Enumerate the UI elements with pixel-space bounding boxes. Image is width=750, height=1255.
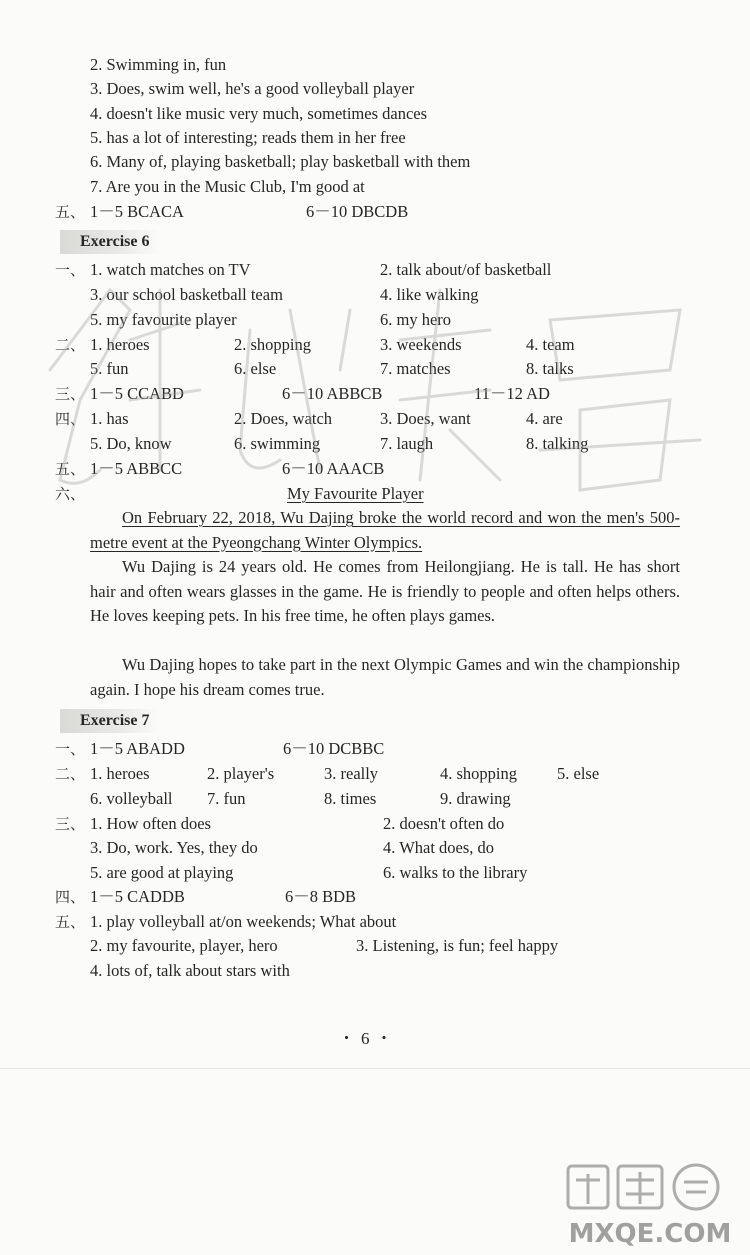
essay-paragraph: On February 22, 2018, Wu Dajing broke the world record and won the men's 500-metre event at the Pyeongchang Winter Olympics. [90, 508, 680, 552]
answer-item: 4. lots of, talk about stars with [90, 961, 290, 980]
answer-line: 3. Does, swim well, he's a good volleyball player [90, 79, 415, 98]
answer-item: 1. play volleyball at/on weekends; What about [90, 912, 397, 931]
answer-item: 2. talk about/of basketball [380, 260, 552, 279]
exercise-heading: Exercise 6 [60, 230, 159, 254]
answer-item: 4. What does, do [383, 838, 495, 857]
answer-item: 1. How often does [90, 814, 211, 833]
answer-item: 6. my hero [380, 310, 452, 329]
answer-item: 2. player's [207, 764, 275, 783]
answer-item: 2. doesn't often do [383, 814, 505, 833]
answer-range: 6－8 BDB [285, 887, 357, 906]
answer-item: 1. heroes [90, 764, 150, 783]
answer-item: 7. laugh [380, 434, 434, 453]
answer-range: 6－10 ABBCB [282, 384, 383, 403]
answer-item: 4. team [526, 335, 575, 354]
answer-item: 6. swimming [234, 434, 321, 453]
answer-range: 1－5 CCABD [90, 384, 184, 403]
answer-item: 5. my favourite player [90, 310, 237, 329]
section-label: 三、 [55, 815, 86, 833]
answer-item: 3. Listening, is fun; feel happy [356, 936, 559, 955]
answer-range: 1－5 ABBCC [90, 459, 183, 478]
answer-item: 7. matches [380, 359, 451, 378]
section-label: 四、 [55, 410, 86, 428]
answer-line: 7. Are you in the Music Club, I'm good at [90, 177, 365, 196]
answer-line: 2. Swimming in, fun [90, 55, 227, 74]
answer-item: 6. volleyball [90, 789, 173, 808]
essay-paragraph: Wu Dajing hopes to take part in the next Olympic Games and win the championship again. I hope his dream comes true. [90, 655, 680, 699]
essay-title: My Favourite Player [287, 484, 424, 503]
answer-line: 6. Many of, playing basketball; play basketball with them [90, 152, 471, 171]
answer-item: 5. are good at playing [90, 863, 234, 882]
page-number: ・6・ [338, 1029, 399, 1048]
section-label: 二、 [55, 336, 86, 354]
section-label: 二、 [55, 765, 86, 783]
section-label: 一、 [55, 261, 86, 279]
answer-item: 6. walks to the library [383, 863, 528, 882]
answer-item: 3. weekends [380, 335, 462, 354]
section-label: 三、 [55, 385, 86, 403]
essay-paragraph: Wu Dajing is 24 years old. He comes from Heilongjiang. He is tall. He has short hair and often wears glasses in the game. He is friendly to people and often helps others. He loves keeping pets. In his free time, he often plays games. [90, 557, 680, 625]
site-logo-text: MXQE.COM [568, 1219, 732, 1249]
answer-item: 9. drawing [440, 789, 511, 808]
section-label: 五、 [55, 203, 86, 221]
answer-item: 8. talking [526, 434, 589, 453]
answer-item: 2. my favourite, player, hero [90, 936, 278, 955]
answer-range: 1－5 ABADD [90, 739, 185, 758]
answer-item: 2. Does, watch [234, 409, 333, 428]
exercise-heading: Exercise 7 [60, 709, 159, 733]
answer-item: 7. fun [207, 789, 246, 808]
section-label: 四、 [55, 888, 86, 906]
answer-range: 11－12 AD [474, 384, 550, 403]
answer-range: 6－10 AAACB [282, 459, 385, 478]
answer-item: 4. are [526, 409, 563, 428]
answer-item: 5. else [557, 764, 600, 783]
answer-item: 2. shopping [234, 335, 312, 354]
answer-item: 1. has [90, 409, 129, 428]
answer-range: 1－5 CADDB [90, 887, 185, 906]
section-label: 六、 [55, 485, 86, 503]
section-label: 五、 [55, 913, 86, 931]
section-label: 五、 [55, 460, 86, 478]
answer-item: 1. heroes [90, 335, 150, 354]
answer-item: 4. shopping [440, 764, 518, 783]
answer-item: 8. times [324, 789, 377, 808]
site-logo [560, 1160, 740, 1252]
answer-item: 3. Does, want [380, 409, 471, 428]
answer-range: 6－10 DCBBC [283, 739, 385, 758]
answer-item: 5. Do, know [90, 434, 172, 453]
section-label: 一、 [55, 740, 86, 758]
answer-line: 5. has a lot of interesting; reads them in her free [90, 128, 406, 147]
answer-item: 3. Do, work. Yes, they do [90, 838, 258, 857]
answer-item: 1. watch matches on TV [90, 260, 251, 279]
answer-item: 3. really [324, 764, 379, 783]
answer-item: 5. fun [90, 359, 129, 378]
scan-line [0, 1068, 750, 1069]
answer-item: 8. talks [526, 359, 574, 378]
answer-item: 3. our school basketball team [90, 285, 283, 304]
answer-item: 4. like walking [380, 285, 479, 304]
answer-range: 1－5 BCACA [90, 202, 184, 221]
answer-item: 6. else [234, 359, 277, 378]
answer-range: 6－10 DBCDB [306, 202, 409, 221]
answer-line: 4. doesn't like music very much, sometimes dances [90, 104, 428, 123]
